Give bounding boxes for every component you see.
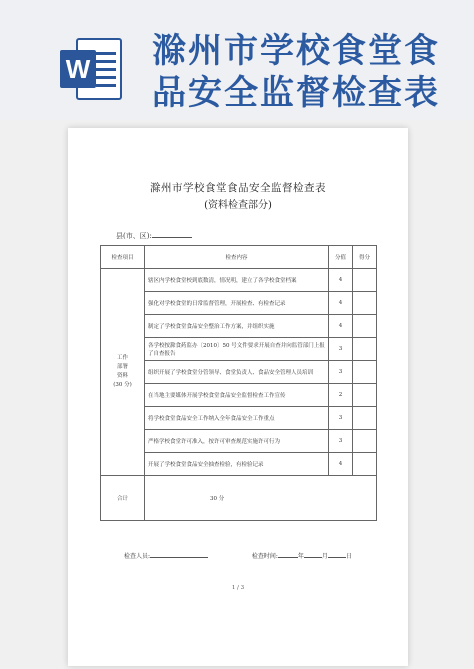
table-header-row — [101, 246, 377, 269]
row-content: 开展了学校食堂食品安全抽查检验，有检验记录 — [145, 453, 329, 476]
year-label: 年 — [297, 553, 304, 560]
row-score: 3 — [329, 430, 353, 453]
date-label: 检查时间: — [251, 553, 278, 560]
total-label: 合计 — [101, 476, 145, 521]
document-title: 滁州市学校食堂食品安全监督检查表 — [150, 182, 326, 194]
word-badge: W — [60, 50, 96, 88]
word-document-icon — [60, 38, 122, 100]
row-content: 将学校食堂食品安全工作纳入全年食品安全工作重点 — [145, 407, 329, 430]
row-score: 4 — [329, 315, 353, 338]
row-points — [353, 384, 377, 407]
row-points — [353, 315, 377, 338]
row-points — [353, 361, 377, 384]
header-item: 检查项目 — [101, 246, 145, 269]
month-label: 月 — [321, 553, 328, 560]
row-content: 严格学校食堂许可准入，按许可审查规范实施许可行为 — [145, 430, 329, 453]
row-points — [353, 338, 377, 361]
month-blank — [304, 551, 322, 558]
row-score: 2 — [329, 384, 353, 407]
row-content: 强化对学校食堂的日常监督管理，开展检查、有检查记录 — [145, 292, 329, 315]
row-points — [353, 292, 377, 315]
row-content: 组织开展了学校食堂分管领导、食堂负责人、食品安全管理人员培训 — [145, 361, 329, 384]
total-value-cell — [145, 476, 377, 521]
category-line: 工作 — [116, 355, 128, 361]
category-line: 部署 — [116, 364, 128, 370]
year-blank — [278, 551, 298, 558]
inspector-label: 检查人员: — [124, 553, 151, 560]
document-subtitle: (资料检查部分) — [204, 200, 272, 211]
row-points — [353, 453, 377, 476]
row-score: 3 — [329, 338, 353, 361]
header-points: 得分 — [353, 246, 377, 269]
document-page — [68, 128, 408, 666]
category-cell — [101, 269, 145, 476]
county-field — [116, 230, 192, 241]
row-score: 3 — [329, 407, 353, 430]
row-points — [353, 407, 377, 430]
row-content: 各学校按滁食药监办〔2010〕50 号文件要求开展自查并向监管部门上报了自查报告 — [145, 338, 329, 361]
row-points — [353, 430, 377, 453]
header-score: 分值 — [329, 246, 353, 269]
day-blank — [328, 551, 346, 558]
inspector-blank — [150, 551, 208, 558]
total-row — [101, 476, 377, 521]
county-blank — [152, 230, 192, 238]
signature-footer — [124, 551, 384, 560]
header-banner — [0, 0, 474, 120]
day-label: 日 — [345, 553, 352, 560]
row-content: 制定了学校食堂食品安全整治工作方案，并组织实施 — [145, 315, 329, 338]
table-row — [101, 269, 377, 292]
row-content: 辖区内学校食堂校到底数清，情况明，建立了各学校食堂档案 — [145, 269, 329, 292]
row-content: 在当地主要媒体开展学校食堂食品安全监督检查工作宣传 — [145, 384, 329, 407]
row-score: 4 — [329, 292, 353, 315]
row-score: 4 — [329, 269, 353, 292]
row-points — [353, 269, 377, 292]
row-score: 3 — [329, 361, 353, 384]
inspection-table — [100, 245, 377, 521]
header-content: 检查内容 — [145, 246, 329, 269]
page-number: 1 / 3 — [231, 585, 245, 591]
total-value: 30 分 — [210, 496, 225, 502]
banner-title: 滁州市学校食堂食品安全监督检查表 — [152, 31, 440, 113]
row-score: 4 — [329, 453, 353, 476]
category-line: 资料 — [116, 373, 128, 379]
county-label: 县(市、区): — [116, 232, 152, 240]
category-line: (30 分) — [113, 382, 132, 388]
